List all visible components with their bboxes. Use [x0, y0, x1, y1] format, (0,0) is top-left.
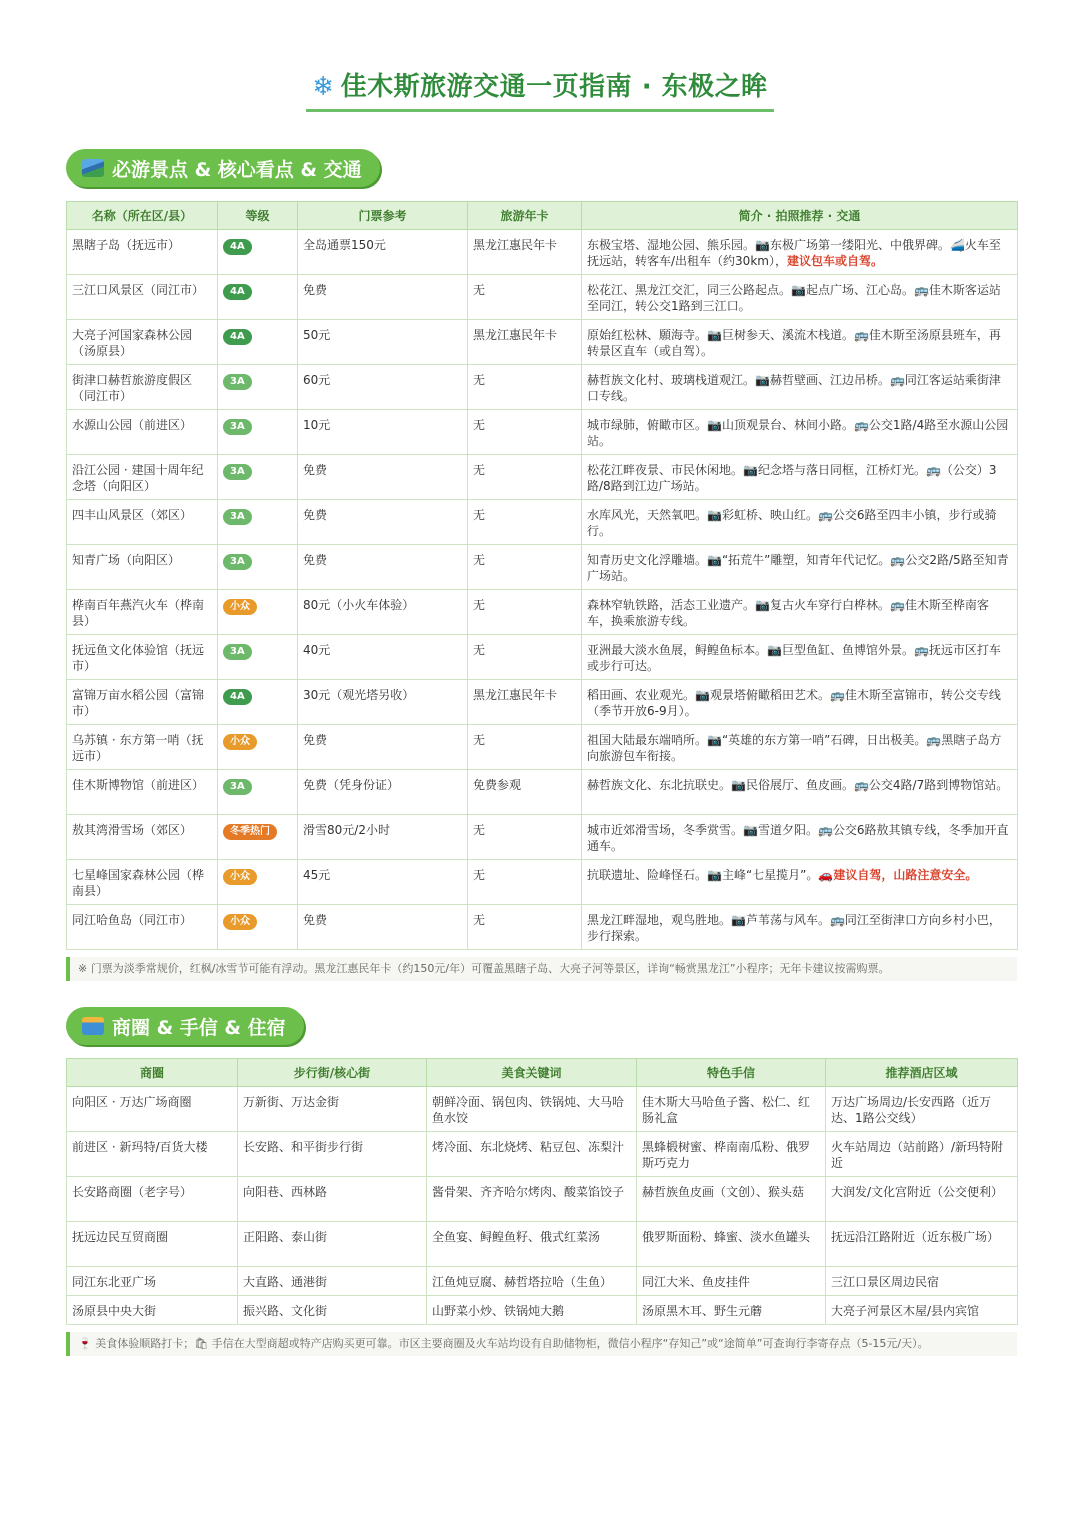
- level-badge: 3A: [223, 374, 252, 390]
- shopping-street: 向阳巷、西林路: [238, 1177, 427, 1222]
- attraction-card: 免费参观: [468, 770, 582, 815]
- attraction-name: 大亮子河国家森林公园（汤原县）: [67, 320, 218, 365]
- shopping-gift: 赫哲族鱼皮画（文创）、猴头菇: [637, 1177, 826, 1222]
- attraction-level-cell: [218, 725, 298, 770]
- attraction-ticket: 全岛通票150元: [298, 230, 468, 275]
- attraction-name: 桦南百年燕汽火车（桦南县）: [67, 590, 218, 635]
- attraction-desc-cell: [582, 275, 1018, 320]
- attraction-name: 黑瞎子岛（抚远市）: [67, 230, 218, 275]
- attraction-card: 黑龙江惠民年卡: [468, 680, 582, 725]
- attraction-desc-cell: [582, 860, 1018, 905]
- attraction-card: 黑龙江惠民年卡: [468, 230, 582, 275]
- shopping-hotel: 火车站周边（站前路）/新玛特附近: [826, 1132, 1018, 1177]
- attraction-desc: 知青历史文化浮雕墙。📷“拓荒牛”雕塑，知青年代记忆。🚌公交2路/5路至知青广场站。: [587, 553, 1009, 583]
- attraction-card: 无: [468, 275, 582, 320]
- attraction-level-cell: [218, 500, 298, 545]
- shopping-district: 抚远边民互贸商圈: [67, 1222, 238, 1267]
- attraction-ticket: 免费: [298, 725, 468, 770]
- attraction-row: [67, 860, 1018, 905]
- shopping-food: 烤冷面、东北烧烤、粘豆包、冻梨汁: [427, 1132, 637, 1177]
- attraction-desc-cell: [582, 545, 1018, 590]
- attractions-section-title: 必游景点 & 核心看点 & 交通: [112, 158, 362, 181]
- level-badge: 3A: [223, 779, 252, 795]
- level-badge: 冬季热门: [223, 824, 277, 840]
- shopping-street: 长安路、和平街步行街: [238, 1132, 427, 1177]
- shopping-table: [66, 1058, 1018, 1325]
- attraction-desc: 城市近郊滑雪场，冬季赏雪。📷雪道夕阳。🚌公交6路敖其镇专线，冬季加开直通车。: [587, 823, 1009, 853]
- page-title-text: 佳木斯旅游交通一页指南 · 东极之眸: [340, 72, 768, 102]
- attraction-row: [67, 680, 1018, 725]
- level-badge: 3A: [223, 464, 252, 480]
- attraction-name: 乌苏镇 · 东方第一哨（抚远市）: [67, 725, 218, 770]
- shopping-row: [67, 1177, 1018, 1222]
- attractions-col-ticket: 门票参考: [298, 202, 468, 230]
- shopping-header-row: [67, 1059, 1018, 1087]
- shopping-hotel: 大亮子河景区木屋/县内宾馆: [826, 1296, 1018, 1325]
- attraction-card: 无: [468, 635, 582, 680]
- attraction-level-cell: [218, 590, 298, 635]
- attractions-col-card: 旅游年卡: [468, 202, 582, 230]
- attraction-name: 三江口风景区（同江市）: [67, 275, 218, 320]
- attraction-level-cell: [218, 365, 298, 410]
- attraction-row: [67, 230, 1018, 275]
- shopping-col-food: 美食关键词: [427, 1059, 637, 1087]
- shopping-gift: 俄罗斯面粉、蜂蜜、淡水鱼罐头: [637, 1222, 826, 1267]
- level-badge: 小众: [223, 599, 257, 615]
- attraction-level-cell: [218, 905, 298, 950]
- shopping-district: 前进区 · 新玛特/百货大楼: [67, 1132, 238, 1177]
- attraction-row: [67, 725, 1018, 770]
- attraction-desc-cell: [582, 455, 1018, 500]
- attraction-ticket: 免费: [298, 905, 468, 950]
- shopping-gift: 黑蜂椴树蜜、桦南南瓜粉、俄罗斯巧克力: [637, 1132, 826, 1177]
- attraction-desc-cell: [582, 320, 1018, 365]
- attraction-desc: 松花江、黑龙江交汇，同三公路起点。📷起点广场、江心岛。🚌佳木斯客运站至同江，转公交1路到三江口。: [587, 283, 1001, 313]
- attraction-card: 无: [468, 860, 582, 905]
- attraction-card: 无: [468, 905, 582, 950]
- shopping-district: 向阳区 · 万达广场商圈: [67, 1087, 238, 1132]
- shopping-food: 山野菜小炒、铁锅炖大鹅: [427, 1296, 637, 1325]
- attraction-desc-cell: [582, 590, 1018, 635]
- level-badge: 3A: [223, 419, 252, 435]
- attraction-warning: 建议自驾，山路注意安全。: [833, 868, 978, 882]
- attraction-level-cell: [218, 230, 298, 275]
- shopping-gift: 佳木斯大马哈鱼子酱、松仁、红肠礼盒: [637, 1087, 826, 1132]
- attraction-desc: 原始红松林、願海寺。📷巨树参天、溪流木栈道。🚌佳木斯至汤原县班车，再转景区直车（或自驾）。: [587, 328, 1001, 358]
- attraction-ticket: 50元: [298, 320, 468, 365]
- attraction-desc-cell: [582, 905, 1018, 950]
- attraction-card: 无: [468, 545, 582, 590]
- shopping-hotel: 抚远沿江路附近（近东极广场）: [826, 1222, 1018, 1267]
- attraction-warning: 建议包车或自驾。: [786, 254, 883, 268]
- attraction-ticket: 免费: [298, 500, 468, 545]
- attraction-desc: 抗联遗址、险峰怪石。📷主峰“七星揽月”。🚗: [587, 868, 834, 882]
- attraction-name: 抚远鱼文化体验馆（抚远市）: [67, 635, 218, 680]
- attraction-level-cell: [218, 545, 298, 590]
- shopping-gift: 汤原黑木耳、野生元蘑: [637, 1296, 826, 1325]
- level-badge: 4A: [223, 239, 252, 255]
- attraction-name: 知青广场（向阳区）: [67, 545, 218, 590]
- attractions-col-name: 名称（所在区/县）: [67, 202, 218, 230]
- attraction-level-cell: [218, 275, 298, 320]
- attraction-desc-cell: [582, 815, 1018, 860]
- shopping-food: 朝鲜冷面、锅包肉、铁锅炖、大马哈鱼水饺: [427, 1087, 637, 1132]
- attraction-row: [67, 410, 1018, 455]
- attractions-header-row: [67, 202, 1018, 230]
- level-badge: 4A: [223, 689, 252, 705]
- attraction-ticket: 免费（凭身份证）: [298, 770, 468, 815]
- attraction-name: 同江哈鱼岛（同江市）: [67, 905, 218, 950]
- shopping-street: 大直路、通港街: [238, 1267, 427, 1296]
- attraction-name: 佳木斯博物馆（前进区）: [67, 770, 218, 815]
- attraction-row: [67, 635, 1018, 680]
- shopping-row: [67, 1267, 1018, 1296]
- shopping-street: 振兴路、文化街: [238, 1296, 427, 1325]
- level-badge: 3A: [223, 509, 252, 525]
- attractions-col-level: 等级: [218, 202, 298, 230]
- shopping-hotel: 三江口景区周边民宿: [826, 1267, 1018, 1296]
- attraction-row: [67, 815, 1018, 860]
- attraction-desc: 水库风光，天然氧吧。📷彩虹桥、映山红。🚌公交6路至四丰小镇，步行或骑行。: [587, 508, 997, 538]
- attraction-card: 无: [468, 725, 582, 770]
- attraction-row: [67, 500, 1018, 545]
- attraction-level-cell: [218, 410, 298, 455]
- attraction-ticket: 10元: [298, 410, 468, 455]
- attraction-name: 七星峰国家森林公园（桦南县）: [67, 860, 218, 905]
- attraction-level-cell: [218, 455, 298, 500]
- attractions-col-desc: 简介 · 拍照推荐 · 交通: [582, 202, 1018, 230]
- attraction-row: [67, 590, 1018, 635]
- attraction-desc-cell: [582, 635, 1018, 680]
- shopping-row: [67, 1296, 1018, 1325]
- attraction-desc-cell: [582, 500, 1018, 545]
- attraction-level-cell: [218, 680, 298, 725]
- shopping-district: 长安路商圈（老字号）: [67, 1177, 238, 1222]
- attraction-level-cell: [218, 815, 298, 860]
- attraction-desc-cell: [582, 680, 1018, 725]
- attraction-desc: 黑龙江畔湿地，观鸟胜地。📷芦苇荡与风车。🚌同江至街津口方向乡村小巴，步行探索。: [587, 913, 1001, 943]
- attraction-ticket: 40元: [298, 635, 468, 680]
- attraction-name: 水源山公园（前进区）: [67, 410, 218, 455]
- attraction-row: [67, 455, 1018, 500]
- shopping-food: 酱骨架、齐齐哈尔烤肉、酸菜馅饺子: [427, 1177, 637, 1222]
- attraction-ticket: 60元: [298, 365, 468, 410]
- attraction-desc-cell: [582, 410, 1018, 455]
- attraction-card: 无: [468, 500, 582, 545]
- attraction-card: 无: [468, 815, 582, 860]
- level-badge: 4A: [223, 329, 252, 345]
- shopping-row: [67, 1087, 1018, 1132]
- attraction-ticket: 免费: [298, 545, 468, 590]
- snowflake-icon: ❄: [312, 72, 335, 102]
- attraction-desc: 赫哲族文化、东北抗联史。📷民俗展厅、鱼皮画。🚌公交4路/7路到博物馆站。: [587, 778, 1009, 792]
- attraction-row: [67, 770, 1018, 815]
- level-badge: 小众: [223, 734, 257, 750]
- attraction-desc: 亚洲最大淡水鱼展，鲟鳇鱼标本。📷巨型鱼缸、鱼博馆外景。🚌抚远市区打车或步行可达。: [587, 643, 1001, 673]
- shopping-hotel: 万达广场周边/长安西路（近万达、1路公交线）: [826, 1087, 1018, 1132]
- page-title-wrap: [0, 66, 1080, 112]
- shopping-street: 正阳路、泰山街: [238, 1222, 427, 1267]
- attractions-table: [66, 201, 1018, 950]
- attractions-note: ※ 门票为淡季常规价，红枫/冰雪节可能有浮动。黑龙江惠民年卡（约150元/年）可覆盖黑瞎子岛、大亮子河等景区，详询“畅赏黑龙江”小程序；无年卡建议按需购票。: [66, 957, 1017, 981]
- shopping-col-gift: 特色手信: [637, 1059, 826, 1087]
- shopping-district: 汤原县中央大街: [67, 1296, 238, 1325]
- attraction-ticket: 免费: [298, 455, 468, 500]
- attraction-desc: 松花江畔夜景、市民休闲地。📷纪念塔与落日同框，江桥灯光。🚌（公交）3路/8路到江边广场站。: [587, 463, 997, 493]
- shopping-district: 同江东北亚广场: [67, 1267, 238, 1296]
- shopping-note: 🍷 美食体验顺路打卡；🛍 手信在大型商超或特产店购买更可靠。市区主要商圈及火车站均设有自助储物柜，微信小程序“存知己”或“途简单”可查询行李寄存点（5-15元/天）。: [66, 1332, 1017, 1356]
- attraction-name: 四丰山风景区（郊区）: [67, 500, 218, 545]
- shopping-section-title: 商圈 & 手信 & 住宿: [112, 1016, 286, 1039]
- attraction-desc-cell: [582, 365, 1018, 410]
- attraction-card: 无: [468, 455, 582, 500]
- attraction-level-cell: [218, 320, 298, 365]
- attraction-desc: 祖国大陆最东端哨所。📷“英雄的东方第一哨”石碑，日出极美。🚌黑瞎子岛方向旅游包车衔接。: [587, 733, 1002, 763]
- attraction-name: 敖其湾滑雪场（郊区）: [67, 815, 218, 860]
- shopping-row: [67, 1222, 1018, 1267]
- level-badge: 3A: [223, 554, 252, 570]
- attraction-desc-cell: [582, 725, 1018, 770]
- shopping-section-header: [66, 1007, 304, 1045]
- shopping-row: [67, 1132, 1018, 1177]
- attraction-ticket: 滑雪80元/2小时: [298, 815, 468, 860]
- attraction-card: 无: [468, 365, 582, 410]
- attraction-desc: 稻田画、农业观光。📷观景塔俯瞰稻田艺术。🚌佳木斯至富锦市，转公交专线（季节开放6-9月）。: [587, 688, 1001, 718]
- level-badge: 3A: [223, 644, 252, 660]
- attraction-desc: 赫哲族文化村、玻璃栈道观江。📷赫哲壁画、江边吊桥。🚌同江客运站乘街津口专线。: [587, 373, 1001, 403]
- shopping-gift: 同江大米、鱼皮挂件: [637, 1267, 826, 1296]
- attraction-name: 沿江公园 · 建国十周年纪念塔（向阳区）: [67, 455, 218, 500]
- attraction-ticket: 免费: [298, 275, 468, 320]
- shopping-col-street: 步行街/核心街: [238, 1059, 427, 1087]
- attraction-level-cell: [218, 635, 298, 680]
- page-title: [306, 66, 773, 112]
- shopping-food: 全鱼宴、鲟鳇鱼籽、俄式红菜汤: [427, 1222, 637, 1267]
- attraction-row: [67, 275, 1018, 320]
- shopping-food: 江鱼炖豆腐、赫哲塔拉哈（生鱼）: [427, 1267, 637, 1296]
- level-badge: 小众: [223, 914, 257, 930]
- shopping-hotel: 大润发/文化宫附近（公交便利）: [826, 1177, 1018, 1222]
- attraction-row: [67, 905, 1018, 950]
- level-badge: 小众: [223, 869, 257, 885]
- attraction-level-cell: [218, 860, 298, 905]
- shopping-bag-icon: [82, 1017, 104, 1035]
- attraction-row: [67, 545, 1018, 590]
- attraction-card: 黑龙江惠民年卡: [468, 320, 582, 365]
- shopping-col-district: 商圈: [67, 1059, 238, 1087]
- attraction-row: [67, 320, 1018, 365]
- attraction-desc: 东极宝塔、湿地公园、熊乐园。📷东极广场第一缕阳光、中俄界碑。🚄火车至抚远站，转客车/出租车（约30km），: [587, 238, 1001, 268]
- attractions-section-header: [66, 149, 380, 187]
- attraction-desc-cell: [582, 230, 1018, 275]
- attraction-name: 街津口赫哲旅游度假区（同江市）: [67, 365, 218, 410]
- attraction-desc: 森林窄轨铁路，活态工业遗产。📷复古火车穿行白桦林。🚌佳木斯至桦南客车，换乘旅游专线。: [587, 598, 989, 628]
- attraction-name: 富锦万亩水稻公园（富锦市）: [67, 680, 218, 725]
- mountain-icon: [82, 159, 104, 177]
- attraction-card: 无: [468, 410, 582, 455]
- attraction-row: [67, 365, 1018, 410]
- attraction-ticket: 45元: [298, 860, 468, 905]
- attraction-ticket: 80元（小火车体验）: [298, 590, 468, 635]
- attraction-level-cell: [218, 770, 298, 815]
- level-badge: 4A: [223, 284, 252, 300]
- shopping-col-hotel: 推荐酒店区域: [826, 1059, 1018, 1087]
- attraction-card: 无: [468, 590, 582, 635]
- shopping-street: 万新街、万达金街: [238, 1087, 427, 1132]
- attraction-ticket: 30元（观光塔另收）: [298, 680, 468, 725]
- attraction-desc: 城市绿肺，俯瞰市区。📷山顶观景台、林间小路。🚌公交1路/4路至水源山公园站。: [587, 418, 1009, 448]
- attraction-desc-cell: [582, 770, 1018, 815]
